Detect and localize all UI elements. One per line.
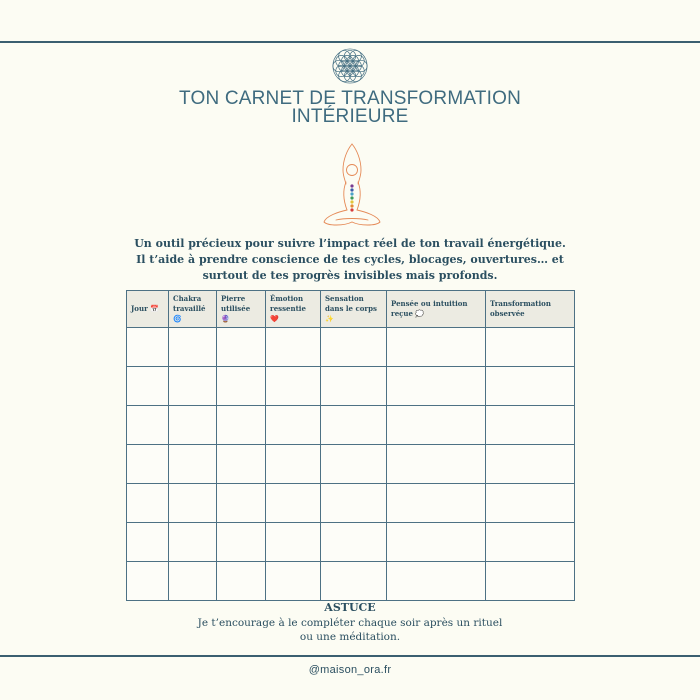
table-cell[interactable] (387, 484, 486, 523)
table-cell[interactable] (321, 328, 387, 367)
table-row (127, 328, 575, 367)
table-cell[interactable] (127, 562, 169, 601)
table-cell[interactable] (266, 445, 321, 484)
column-header-transformation: Transformation observée (486, 291, 575, 328)
table-cell[interactable] (266, 406, 321, 445)
table-cell[interactable] (486, 523, 575, 562)
table-cell[interactable] (387, 406, 486, 445)
table-row (127, 406, 575, 445)
table-cell[interactable] (127, 445, 169, 484)
journal-table (126, 290, 575, 601)
column-header-pierre: Pierre utilisée 🔮 (217, 291, 266, 328)
title-line-1: TON CARNET DE TRANSFORMATION (179, 88, 521, 109)
table-cell[interactable] (486, 484, 575, 523)
intro-line-3: surtout de tes progrès invisibles mais profonds. (202, 269, 498, 282)
bottom-divider (0, 655, 700, 657)
table-cell[interactable] (321, 367, 387, 406)
table-cell[interactable] (266, 523, 321, 562)
table-cell[interactable] (266, 367, 321, 406)
table-cell[interactable] (266, 328, 321, 367)
table-row (127, 523, 575, 562)
page-title (0, 90, 700, 126)
table-cell[interactable] (217, 523, 266, 562)
table-cell[interactable] (486, 328, 575, 367)
tip-title: ASTUCE (324, 601, 376, 614)
table-cell[interactable] (217, 562, 266, 601)
table-cell[interactable] (387, 445, 486, 484)
table-cell[interactable] (217, 367, 266, 406)
table-cell[interactable] (387, 328, 486, 367)
table-header-row (127, 291, 575, 328)
table-cell[interactable] (217, 484, 266, 523)
meditation-figure-icon (316, 140, 388, 235)
table-cell[interactable] (321, 562, 387, 601)
title-line-2: INTÉRIEURE (291, 106, 409, 127)
table-cell[interactable] (387, 367, 486, 406)
intro-line-1: Un outil précieux pour suivre l’impact réel de ton travail énergétique. (134, 237, 566, 250)
intro-text (130, 236, 570, 284)
table-cell[interactable] (127, 484, 169, 523)
column-header-jour: Jour 📅 (127, 291, 169, 328)
table-cell[interactable] (169, 367, 217, 406)
table-cell[interactable] (486, 562, 575, 601)
table-cell[interactable] (321, 523, 387, 562)
table-row (127, 484, 575, 523)
table-cell[interactable] (486, 445, 575, 484)
column-header-sensation: Sensation dans le corps ✨ (321, 291, 387, 328)
table-cell[interactable] (169, 445, 217, 484)
table-cell[interactable] (127, 367, 169, 406)
table-row (127, 445, 575, 484)
intro-line-2: Il t’aide à prendre conscience de tes cycles, blocages, ouvertures… et (136, 253, 564, 266)
table-cell[interactable] (127, 328, 169, 367)
table-cell[interactable] (387, 523, 486, 562)
column-header-emotion: Émotion ressentie ❤️ (266, 291, 321, 328)
table-cell[interactable] (169, 523, 217, 562)
column-header-chakra: Chakra travaillé 🌀 (169, 291, 217, 328)
flower-of-life-icon (331, 47, 369, 85)
table-cell[interactable] (169, 562, 217, 601)
table-cell[interactable] (169, 328, 217, 367)
social-handle: @maison_ora.fr (308, 664, 392, 676)
table-row (127, 367, 575, 406)
top-divider (0, 41, 700, 43)
table-cell[interactable] (127, 406, 169, 445)
table-cell[interactable] (169, 484, 217, 523)
table-cell[interactable] (217, 328, 266, 367)
table-cell[interactable] (321, 484, 387, 523)
table-cell[interactable] (127, 523, 169, 562)
table-cell[interactable] (217, 406, 266, 445)
table-row (127, 562, 575, 601)
table-cell[interactable] (266, 562, 321, 601)
column-header-pensee: Pensée ou intuition reçue 💭 (387, 291, 486, 328)
table-cell[interactable] (321, 445, 387, 484)
table-cell[interactable] (169, 406, 217, 445)
table-cell[interactable] (266, 484, 321, 523)
table-cell[interactable] (486, 406, 575, 445)
table-cell[interactable] (321, 406, 387, 445)
table-cell[interactable] (387, 562, 486, 601)
tip-text: Je t’encourage à le compléter chaque soir après un rituel ou une méditation. (197, 617, 503, 643)
table-cell[interactable] (486, 367, 575, 406)
table-cell[interactable] (217, 445, 266, 484)
